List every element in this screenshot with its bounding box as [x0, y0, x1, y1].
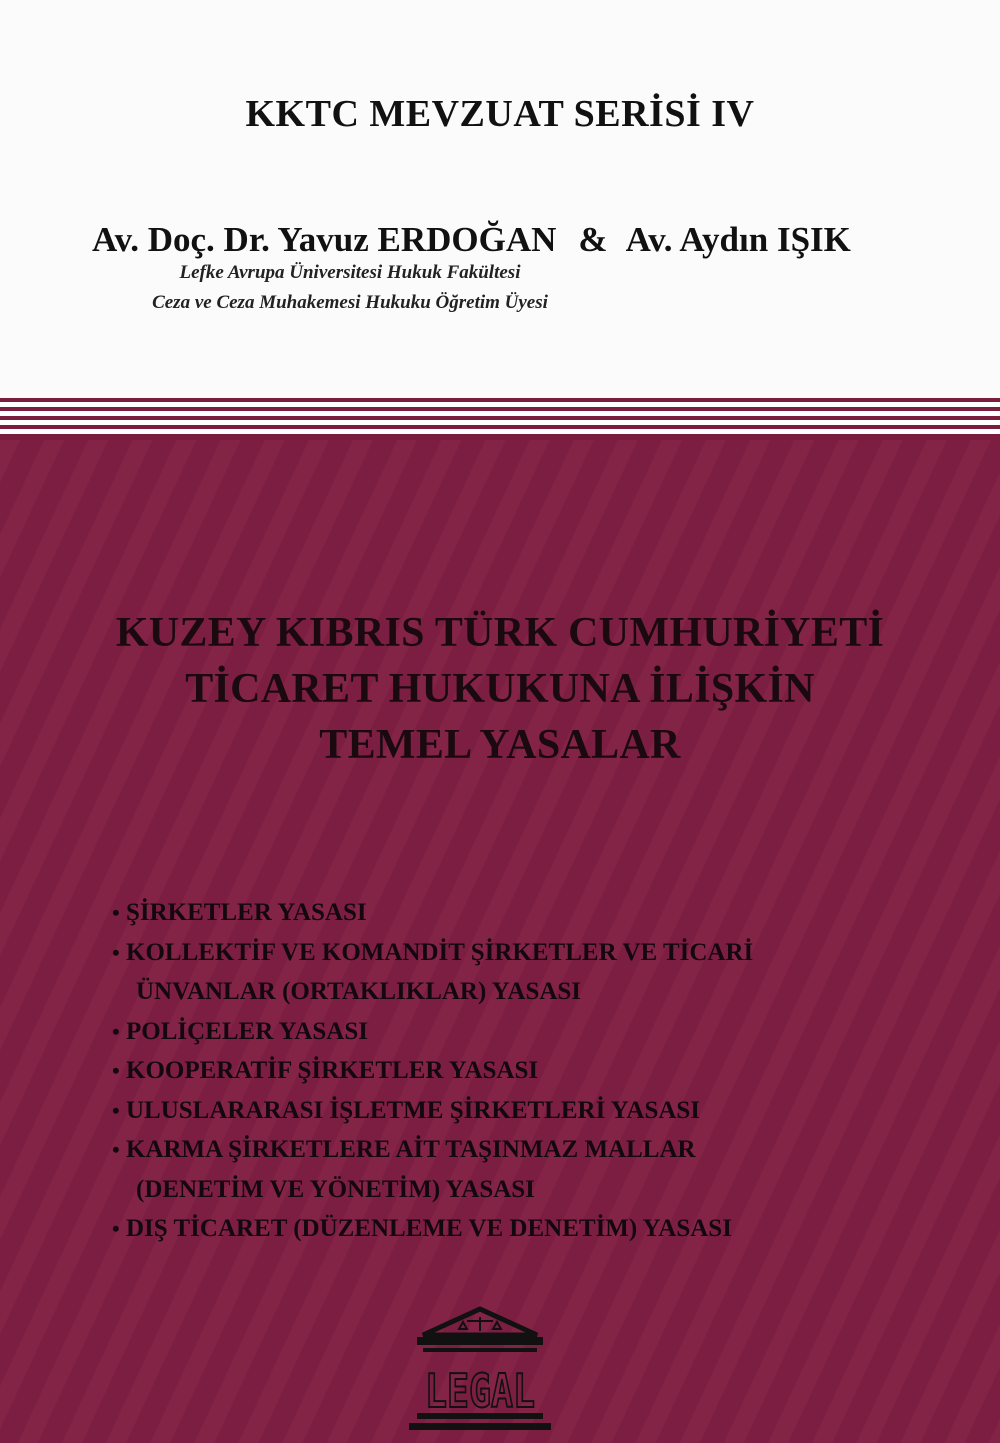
author-affiliation-line-2: Ceza ve Ceza Muhakemesi Hukuku Öğretim Üyesi — [152, 292, 548, 313]
stripe-line — [0, 416, 1000, 420]
bullet-icon: • — [112, 1216, 120, 1241]
bullet-icon: • — [112, 1018, 120, 1044]
bullet-icon: • — [112, 1137, 120, 1162]
book-title — [0, 605, 1000, 773]
author-1-name: Av. Doç. Dr. Yavuz ERDOĞAN — [92, 220, 557, 259]
cover-top-section — [0, 0, 1000, 400]
bullet-icon: • — [112, 900, 120, 925]
bullet-icon: • — [112, 939, 120, 965]
law-list — [112, 893, 972, 1249]
bullet-icon: • — [112, 1097, 120, 1123]
stripe-line — [0, 398, 1000, 402]
stripe-line — [0, 425, 1000, 429]
law-list-item: • ŞİRKETLER YASASI — [112, 893, 972, 933]
logo-beam — [417, 1337, 543, 1345]
law-list-item: • KOLLEKTİF VE KOMANDİT ŞİRKETLER VE TİCARİ — [112, 933, 972, 973]
book-title-line-1: KUZEY KIBRIS TÜRK CUMHURİYETİ — [115, 610, 885, 656]
law-list-item-continuation: (DENETİM VE YÖNETİM) YASASI — [136, 1175, 535, 1203]
logo-base — [409, 1423, 551, 1430]
series-title: KKTC MEVZUAT SERİSİ IV — [245, 93, 755, 135]
book-title-line-3: TEMEL YASALAR — [319, 722, 681, 768]
logo-text: LEGAL — [425, 1364, 535, 1418]
law-list-item: • DIŞ TİCARET (DÜZENLEME VE DENETİM) YASASI — [112, 1209, 972, 1249]
author-line — [92, 220, 952, 260]
logo-beam — [423, 1348, 537, 1352]
decorative-stripes — [0, 398, 1000, 440]
author-affiliation-line-1: Lefke Avrupa Üniversitesi Hukuk Fakültesi — [179, 262, 521, 283]
author-separator: & — [578, 220, 608, 259]
law-list-item: • POLİÇELER YASASI — [112, 1012, 972, 1052]
law-list-item: • ULUSLARARASI İŞLETME ŞİRKETLERİ YASASI — [112, 1091, 972, 1131]
author-2-name: Av. Aydın IŞIK — [625, 220, 851, 259]
stripe-line — [0, 407, 1000, 411]
law-list-item: • KOOPERATİF ŞİRKETLER YASASI — [112, 1051, 972, 1091]
law-list-item-continuation: ÜNVANLAR (ORTAKLIKLAR) YASASI — [136, 978, 582, 1005]
publisher-logo-icon — [405, 1305, 555, 1433]
bullet-icon: • — [112, 1058, 120, 1083]
book-title-line-2: TİCARET HUKUKUNA İLİŞKİN — [185, 666, 815, 712]
law-list-item: • KARMA ŞİRKETLERE AİT TAŞINMAZ MALLAR — [112, 1130, 972, 1170]
scales-icon — [459, 1317, 501, 1331]
